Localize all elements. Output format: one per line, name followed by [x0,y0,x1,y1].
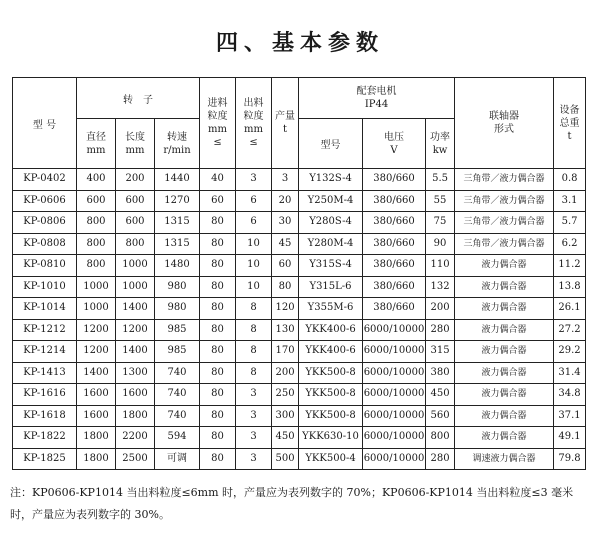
cell-model: KP-1413 [13,362,77,384]
cell-voltage: 6000/10000 [363,319,426,341]
cell-length: 600 [116,190,155,212]
cell-discharge-size: 6 [236,212,272,234]
cell-weight: 13.8 [554,276,586,298]
cell-voltage: 380/660 [363,190,426,212]
cell-motor-model: YKK500-8 [299,362,363,384]
cell-speed: 740 [155,405,200,427]
cell-motor-model: Y315S-4 [299,255,363,277]
cell-weight: 37.1 [554,405,586,427]
cell-feed-size: 80 [200,384,236,406]
cell-coupling: 调速液力偶合器 [455,448,554,470]
cell-diameter: 800 [77,255,116,277]
header-power-line: kw [432,144,448,156]
header-voltage [363,119,426,169]
cell-model: KP-0806 [13,212,77,234]
cell-diameter: 400 [77,169,116,191]
cell-feed-size: 80 [200,448,236,470]
header-feed-size-line: mm [208,124,227,135]
cell-power: 280 [426,448,455,470]
cell-coupling: 液力偶合器 [455,255,554,277]
cell-power: 315 [426,341,455,363]
cell-weight: 49.1 [554,427,586,449]
cell-capacity: 300 [272,405,299,427]
header-feed-size-line: 进料 [207,98,228,109]
header-feed-size-line: ≤ [213,137,222,148]
cell-model: KP-1014 [13,298,77,320]
header-discharge-size [236,78,272,169]
cell-capacity: 120 [272,298,299,320]
header-feed-size-line: 粒度 [207,111,228,122]
cell-voltage: 6000/10000 [363,384,426,406]
cell-voltage: 6000/10000 [363,427,426,449]
header-coupling-line: 形式 [494,124,515,135]
cell-power: 280 [426,319,455,341]
cell-capacity: 500 [272,448,299,470]
table-row [13,448,586,470]
cell-feed-size: 80 [200,427,236,449]
cell-weight: 26.1 [554,298,586,320]
cell-model: KP-1010 [13,276,77,298]
header-diameter [77,119,116,169]
cell-voltage: 380/660 [363,298,426,320]
header-length [116,119,155,169]
header-diameter-line: 直径 [86,131,106,143]
cell-motor-model: YKK630-10 [299,427,363,449]
cell-length: 1400 [116,341,155,363]
cell-capacity: 170 [272,341,299,363]
header-motor [299,78,455,119]
cell-speed: 1315 [155,212,200,234]
header-motor-line: IP44 [364,99,389,110]
table-row [13,427,586,449]
cell-weight: 6.2 [554,233,586,255]
cell-model: KP-1825 [13,448,77,470]
table-row [13,319,586,341]
cell-voltage: 6000/10000 [363,341,426,363]
cell-speed: 740 [155,362,200,384]
cell-power: 200 [426,298,455,320]
cell-voltage: 6000/10000 [363,405,426,427]
cell-diameter: 800 [77,212,116,234]
cell-speed: 985 [155,341,200,363]
cell-capacity: 60 [272,255,299,277]
cell-voltage: 380/660 [363,255,426,277]
cell-speed: 1270 [155,190,200,212]
cell-speed: 985 [155,319,200,341]
header-discharge-size-line: ≤ [249,137,258,148]
cell-feed-size: 80 [200,405,236,427]
cell-voltage: 380/660 [363,212,426,234]
header-weight-line: 总重 [559,117,580,129]
cell-feed-size: 80 [200,362,236,384]
cell-diameter: 1200 [77,341,116,363]
header-speed [155,119,200,169]
cell-discharge-size: 10 [236,255,272,277]
cell-coupling: 液力偶合器 [455,405,554,427]
cell-voltage: 6000/10000 [363,362,426,384]
cell-discharge-size: 8 [236,298,272,320]
cell-power: 380 [426,362,455,384]
cell-weight: 34.8 [554,384,586,406]
cell-speed: 1440 [155,169,200,191]
cell-length: 1000 [116,255,155,277]
cell-capacity: 130 [272,319,299,341]
header-motor-model: 型号 [299,119,363,169]
cell-coupling: 三角带／液力偶合器 [455,190,554,212]
cell-weight: 5.7 [554,212,586,234]
cell-model: KP-0402 [13,169,77,191]
header-capacity-line: t [283,124,288,135]
cell-diameter: 1000 [77,276,116,298]
cell-coupling: 液力偶合器 [455,341,554,363]
cell-diameter: 1800 [77,448,116,470]
cell-motor-model: Y250M-4 [299,190,363,212]
header-voltage-line: 电压 [384,131,405,143]
cell-model: KP-1212 [13,319,77,341]
cell-discharge-size: 3 [236,427,272,449]
cell-length: 200 [116,169,155,191]
cell-feed-size: 80 [200,255,236,277]
cell-capacity: 3 [272,169,299,191]
cell-diameter: 1400 [77,362,116,384]
cell-feed-size: 80 [200,212,236,234]
cell-power: 90 [426,233,455,255]
table-row [13,341,586,363]
cell-model: KP-0606 [13,190,77,212]
cell-motor-model: YKK400-6 [299,319,363,341]
cell-coupling: 液力偶合器 [455,427,554,449]
cell-model: KP-1822 [13,427,77,449]
table-row [13,276,586,298]
cell-voltage: 380/660 [363,233,426,255]
cell-capacity: 450 [272,427,299,449]
cell-power: 800 [426,427,455,449]
cell-speed: 980 [155,276,200,298]
cell-speed: 1480 [155,255,200,277]
cell-coupling: 三角带／液力偶合器 [455,233,554,255]
cell-weight: 27.2 [554,319,586,341]
cell-capacity: 45 [272,233,299,255]
cell-feed-size: 80 [200,341,236,363]
header-weight [554,78,586,169]
header-weight-line: 设备 [559,104,580,116]
cell-length: 2200 [116,427,155,449]
cell-voltage: 380/660 [363,169,426,191]
cell-length: 1400 [116,298,155,320]
cell-model: KP-0810 [13,255,77,277]
cell-motor-model: Y315L-6 [299,276,363,298]
table-row [13,362,586,384]
cell-capacity: 200 [272,362,299,384]
cell-power: 132 [426,276,455,298]
cell-weight: 11.2 [554,255,586,277]
table-row [13,405,586,427]
cell-diameter: 1000 [77,298,116,320]
page-title: 四、基本参数 [215,31,384,56]
header-power-line: 功率 [430,131,451,143]
cell-discharge-size: 3 [236,384,272,406]
cell-feed-size: 80 [200,276,236,298]
cell-weight: 3.1 [554,190,586,212]
cell-capacity: 250 [272,384,299,406]
header-length-line: 长度 [125,131,145,143]
cell-length: 1000 [116,276,155,298]
cell-power: 55 [426,190,455,212]
cell-discharge-size: 8 [236,362,272,384]
table-row [13,212,586,234]
cell-weight: 31.4 [554,362,586,384]
cell-feed-size: 80 [200,298,236,320]
cell-motor-model: Y280S-4 [299,212,363,234]
cell-speed: 980 [155,298,200,320]
cell-coupling: 液力偶合器 [455,298,554,320]
cell-coupling: 液力偶合器 [455,362,554,384]
cell-weight: 0.8 [554,169,586,191]
cell-feed-size: 80 [200,319,236,341]
cell-power: 5.5 [426,169,455,191]
header-diameter-line: mm [86,144,106,156]
cell-length: 800 [116,233,155,255]
cell-length: 1200 [116,319,155,341]
cell-discharge-size: 8 [236,319,272,341]
cell-coupling: 液力偶合器 [455,319,554,341]
header-length-line: mm [125,144,145,156]
cell-length: 2500 [116,448,155,470]
cell-discharge-size: 6 [236,190,272,212]
cell-motor-model: Y132S-4 [299,169,363,191]
header-speed-line: r/min [163,144,191,156]
cell-speed: 594 [155,427,200,449]
header-voltage-line: V [390,144,398,156]
cell-voltage: 6000/10000 [363,448,426,470]
cell-motor-model: Y280M-4 [299,233,363,255]
header-rotor: 转 子 [77,78,200,119]
header-weight-line: t [567,130,572,142]
header-capacity-line: 产量 [275,111,296,122]
cell-diameter: 1600 [77,384,116,406]
table-row [13,384,586,406]
header-motor-line: 配套电机 [356,86,397,97]
cell-length: 1300 [116,362,155,384]
cell-model: KP-1618 [13,405,77,427]
cell-coupling: 液力偶合器 [455,384,554,406]
header-capacity [272,78,299,169]
header-speed-line: 转速 [167,131,187,143]
cell-diameter: 1600 [77,405,116,427]
table-row [13,169,586,191]
cell-speed: 可调 [155,448,200,470]
header-discharge-size-line: mm [244,124,263,135]
cell-weight: 29.2 [554,341,586,363]
cell-feed-size: 40 [200,169,236,191]
cell-capacity: 30 [272,212,299,234]
cell-speed: 1315 [155,233,200,255]
cell-motor-model: YKK500-8 [299,405,363,427]
cell-diameter: 600 [77,190,116,212]
cell-coupling: 三角带／液力偶合器 [455,212,554,234]
header-model: 型 号 [13,78,77,169]
cell-coupling: 液力偶合器 [455,276,554,298]
cell-discharge-size: 10 [236,276,272,298]
cell-diameter: 1200 [77,319,116,341]
cell-motor-model: YKK400-6 [299,341,363,363]
cell-model: KP-1616 [13,384,77,406]
footnote: 注：KP0606-KP1014 当出料粒度≤6mm 时，产量应为表列数字的 70%；KP0606-KP1014 当出料粒度≤3 毫米时，产量应为表列数字的 30%。 [10,486,574,521]
cell-weight: 79.8 [554,448,586,470]
cell-power: 560 [426,405,455,427]
header-power [426,119,455,169]
spec-table [12,77,586,470]
cell-length: 1800 [116,405,155,427]
header-discharge-size-line: 出料 [243,98,264,109]
header-coupling-line: 联轴器 [489,111,520,122]
cell-discharge-size: 3 [236,448,272,470]
header-feed-size [200,78,236,169]
cell-voltage: 380/660 [363,276,426,298]
cell-capacity: 80 [272,276,299,298]
header-coupling [455,78,554,169]
cell-diameter: 800 [77,233,116,255]
cell-discharge-size: 10 [236,233,272,255]
table-row [13,233,586,255]
cell-motor-model: YKK500-8 [299,384,363,406]
cell-diameter: 1800 [77,427,116,449]
cell-motor-model: YKK500-4 [299,448,363,470]
header-discharge-size-line: 粒度 [243,111,264,122]
cell-coupling: 三角带／液力偶合器 [455,169,554,191]
cell-length: 1600 [116,384,155,406]
table-row [13,190,586,212]
cell-power: 75 [426,212,455,234]
cell-feed-size: 60 [200,190,236,212]
cell-feed-size: 80 [200,233,236,255]
spec-table-body [13,169,586,470]
cell-model: KP-0808 [13,233,77,255]
table-row [13,255,586,277]
cell-speed: 740 [155,384,200,406]
cell-motor-model: Y355M-6 [299,298,363,320]
cell-length: 600 [116,212,155,234]
cell-discharge-size: 3 [236,169,272,191]
cell-power: 110 [426,255,455,277]
table-row [13,298,586,320]
cell-discharge-size: 3 [236,405,272,427]
cell-capacity: 20 [272,190,299,212]
cell-discharge-size: 8 [236,341,272,363]
cell-power: 450 [426,384,455,406]
cell-model: KP-1214 [13,341,77,363]
